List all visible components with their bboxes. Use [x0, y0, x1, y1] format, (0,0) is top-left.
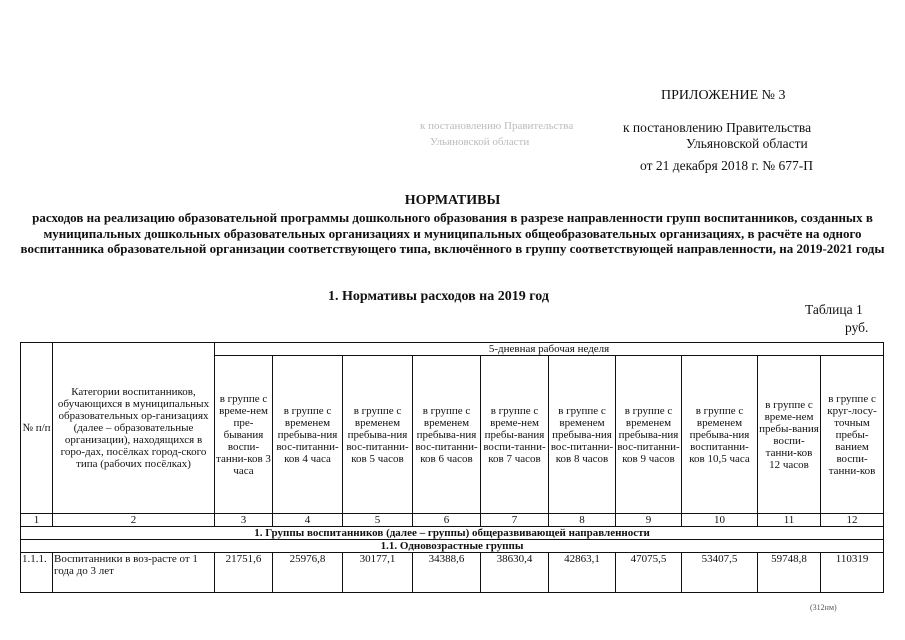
- value-cell: 38630,4: [481, 553, 549, 593]
- header-stay-8h: в группе с временем пребыва-ния вос-питанни-ков 8 часов: [549, 356, 616, 514]
- column-number: 6: [413, 514, 481, 527]
- bleed-through-text: Ульяновской области: [430, 136, 530, 148]
- column-number: 8: [549, 514, 616, 527]
- header-stay-9h: в группе с временем пребыва-ния вос-питанни-ков 9 часов: [616, 356, 682, 514]
- header-stay-3h: в группе с време-нем пре-бывания воспи-танни-ков 3 часа: [215, 356, 273, 514]
- value-cell: 42863,1: [549, 553, 616, 593]
- column-number: 3: [215, 514, 273, 527]
- value-cell: 47075,5: [616, 553, 682, 593]
- header-stay-10-5h: в группе с временем пребыва-ния воспитанни-ков 10,5 часа: [682, 356, 758, 514]
- norms-table: [20, 342, 884, 593]
- row-category: Воспитанники в воз-расте от 1 года до 3 лет: [53, 553, 215, 593]
- footer-mark: (312нм): [810, 603, 837, 612]
- header-stay-4h: в группе с временем пребыва-ния вос-питанни-ков 4 часа: [273, 356, 343, 514]
- header-stay-7h: в группе с време-нем пребы-вания воспи-танни-ков 7 часов: [481, 356, 549, 514]
- column-number: 11: [758, 514, 821, 527]
- header-stay-12h: в группе с време-нем пребы-вания воспи-танни-ков 12 часов: [758, 356, 821, 514]
- column-number: 2: [53, 514, 215, 527]
- value-cell: 30177,1: [343, 553, 413, 593]
- column-number: 10: [682, 514, 758, 527]
- row-id: 1.1.1.: [21, 553, 53, 593]
- decree-line-1: к постановлению Правительства: [623, 120, 812, 135]
- decree-date: от 21 декабря 2018 г. № 677-П: [640, 158, 814, 173]
- header-stay-5h: в группе с временем пребыва-ния вос-питанни-ков 5 часов: [343, 356, 413, 514]
- header-week: 5-дневная рабочая неделя: [215, 343, 884, 356]
- header-category: Категории воспитанников, обучающихся в муниципальных образовательных ор-ганизациях (далее – образовательные организации), находящихся в горо-дах, посёлках город-ского типа (рабочих посёлках): [53, 343, 215, 514]
- group-row: 1. Группы воспитанников (далее – группы) общеразвивающей направленности: [21, 527, 884, 540]
- header-number: № п/п: [21, 343, 53, 514]
- column-number: 5: [343, 514, 413, 527]
- header-stay-24h: в группе с круг-лосу-точным пребы-ванием воспи-танни-ков: [821, 356, 884, 514]
- value-cell: 34388,6: [413, 553, 481, 593]
- subgroup-row: 1.1. Одновозрастные группы: [21, 540, 884, 553]
- table-row: [21, 553, 884, 593]
- value-cell: 59748,8: [758, 553, 821, 593]
- column-number: 7: [481, 514, 549, 527]
- decree-line-2: Ульяновской области: [686, 136, 808, 151]
- column-number: 4: [273, 514, 343, 527]
- value-cell: 21751,6: [215, 553, 273, 593]
- value-cell: 110319: [821, 553, 884, 593]
- column-number: 9: [616, 514, 682, 527]
- value-cell: 53407,5: [682, 553, 758, 593]
- unit-label: руб.: [845, 320, 869, 335]
- header-stay-6h: в группе с временем пребыва-ния вос-питанни-ков 6 часов: [413, 356, 481, 514]
- section-title: 1. Нормативы расходов на 2019 год: [328, 289, 549, 304]
- document-title: НОРМАТИВЫ: [404, 193, 501, 208]
- appendix-label: ПРИЛОЖЕНИЕ № 3: [661, 88, 786, 103]
- value-cell: 25976,8: [273, 553, 343, 593]
- column-number: 12: [821, 514, 884, 527]
- bleed-through-text: к постановлению Правительства: [420, 120, 574, 132]
- document-subtitle: расходов на реализацию образовательной программы дошкольного образования в разрезе направленности групп воспитанников, созданных в муниципальных дошкольных образовательных организациях и муниципальных общеобразовательных организациях, в расчёте на одного воспитанника образовательной организации соответствующего типа, включённого в группу соответствующей направленности, на 2019-2021 годы: [20, 210, 885, 257]
- column-number: 1: [21, 514, 53, 527]
- table-label: Таблица 1: [805, 302, 863, 317]
